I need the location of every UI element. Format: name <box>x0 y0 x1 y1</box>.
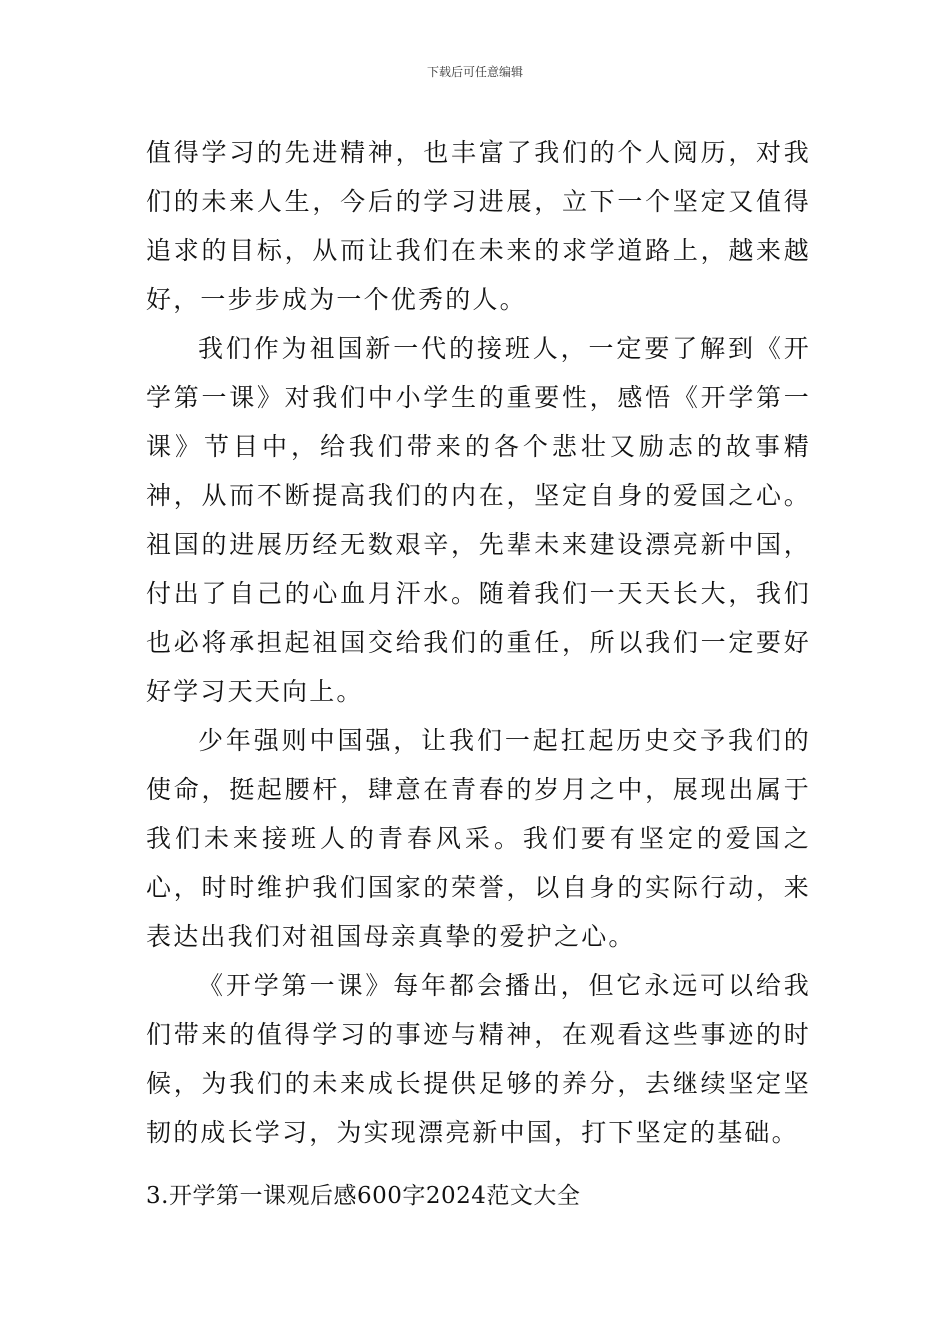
paragraph-1: 值得学习的先进精神，也丰富了我们的个人阅历，对我们的未来人生，今后的学习进展，立下一个坚定又值得追求的目标，从而让我们在未来的求学道路上，越来越好，一步步成为一个优秀的人。 <box>146 138 811 314</box>
section-heading: 3.开学第一课观后感600字2024范文大全 <box>146 1183 581 1209</box>
page-header: 下载后可任意编辑 <box>426 65 523 79</box>
paragraph-4: 《开学第一课》每年都会播出，但它永远可以给我们带来的值得学习的事迹与精神，在观看这些事迹的时候，为我们的未来成长提供足够的养分，去继续坚定坚韧的成长学习，为实现漂亮新中国，打下坚定的基础。 <box>146 971 811 1147</box>
paragraph-3: 少年强则中国强，让我们一起扛起历史交予我们的使命，挺起腰杆，肆意在青春的岁月之中，展现出属于我们未来接班人的青春风采。我们要有坚定的爱国之心，时时维护我们国家的荣誉，以自身的实际行动，来表达出我们对祖国母亲真挚的爱护之心。 <box>146 726 811 951</box>
document-body <box>146 128 811 1157</box>
paragraph-2: 我们作为祖国新一代的接班人，一定要了解到《开学第一课》对我们中小学生的重要性，感悟《开学第一课》节目中，给我们带来的各个悲壮又励志的故事精神，从而不断提高我们的内在，坚定自身的爱国之心。祖国的进展历经无数艰辛，先辈未来建设漂亮新中国，付出了自己的心血月汗水。随着我们一天天长大，我们也必将承担起祖国交给我们的重任，所以我们一定要好好学习天天向上。 <box>146 334 811 706</box>
